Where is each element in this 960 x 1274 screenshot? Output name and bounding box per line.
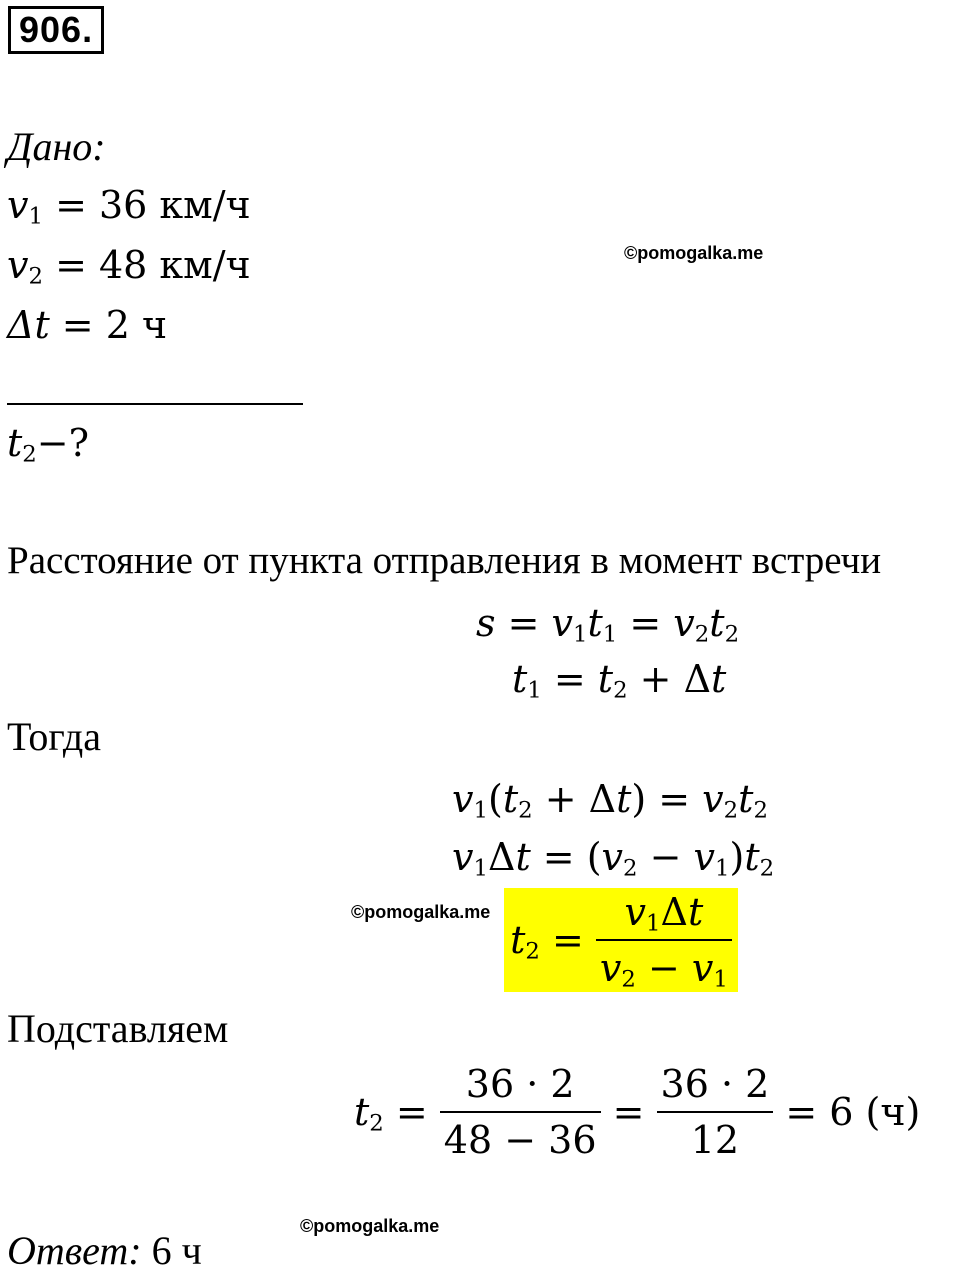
formula-eq2: $v_1\Delta t = (v_2 - v_1)t_2$: [452, 835, 775, 882]
given-v1: $v_1 = 36$ км/ч: [7, 183, 251, 230]
answer-label: Ответ:: [7, 1228, 142, 1273]
given-v2: $v_2 = 48$ км/ч: [7, 243, 251, 290]
formula-t1: $t_1 = t_2 + \Delta t$: [512, 657, 727, 704]
watermark: ©pomogalka.me: [300, 1216, 440, 1236]
result-fraction: $\frac{v_1\Delta t}{v_2 - v_1}$: [596, 889, 732, 991]
given-divider: [7, 403, 303, 405]
text-substitute: Подставляем: [7, 1006, 229, 1051]
problem-number: 906.: [8, 6, 104, 54]
watermark: ©pomogalka.me: [624, 243, 764, 263]
answer: [7, 1228, 202, 1274]
find-t2: $t_2-$?: [7, 421, 90, 468]
given-heading: Дано:: [7, 124, 106, 169]
given-dt: Δt = 2 ч: [7, 303, 168, 347]
formula-numeric: $t_2$ = $\frac{36 \cdot 2}{48 - 36}$ = $\frac{36 \cdot 2}{12}$ = 6 (ч): [354, 1062, 921, 1162]
text-then: Тогда: [7, 714, 101, 759]
result-lhs: $t_2$ =: [510, 918, 596, 965]
formula-s: $s = v_1t_1 = v_2t_2$: [476, 601, 740, 648]
watermark: ©pomogalka.me: [351, 902, 491, 922]
result-formula-highlight: [504, 888, 738, 992]
text-distance: Расстояние от пункта отправления в момент встречи: [7, 539, 882, 582]
answer-value: 6 ч: [141, 1228, 202, 1273]
formula-eq1: $v_1(t_2 + \Delta t) = v_2t_2$: [452, 777, 768, 824]
